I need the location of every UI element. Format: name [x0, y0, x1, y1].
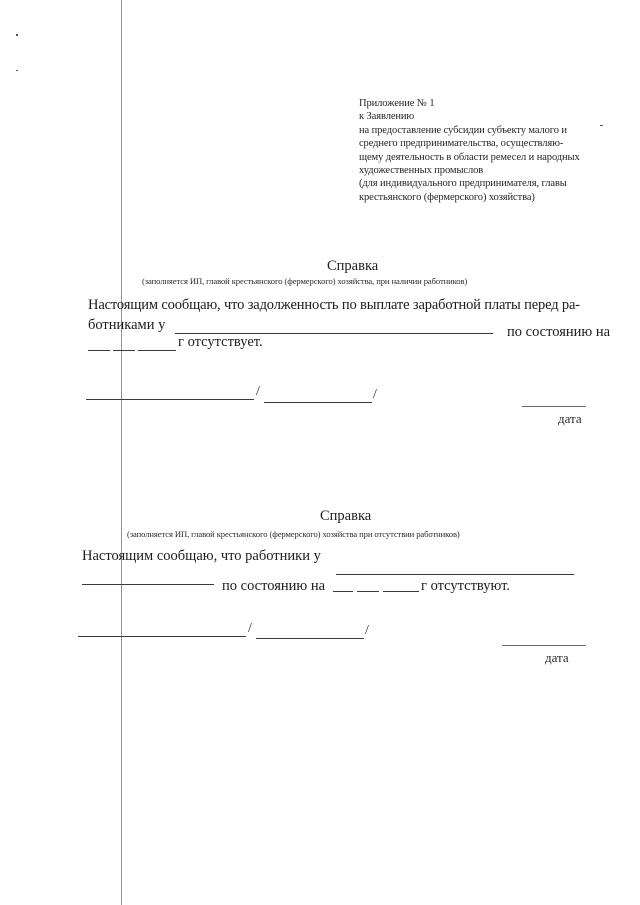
- year-field[interactable]: [138, 350, 176, 351]
- day-field[interactable]: [88, 350, 110, 351]
- separator-slash: /: [373, 387, 377, 402]
- appendix-line: среднего предпринимательства, осуществляю-: [359, 138, 564, 150]
- appendix-line: щему деятельность в области ремесел и народных: [359, 151, 580, 163]
- entrepreneur-name-field[interactable]: [336, 574, 574, 575]
- appendix-line: Приложение № 1: [359, 98, 435, 109]
- signature-field[interactable]: [78, 636, 246, 637]
- month-field[interactable]: [113, 350, 135, 351]
- certificate2-line2-end: г отсутствуют.: [421, 578, 511, 594]
- date-label: дата: [545, 650, 569, 665]
- certificate2-line1-prefix: Настоящим сообщаю, что работники у: [82, 548, 321, 564]
- appendix-line: крестьянского (фермерского) хозяйства): [359, 191, 535, 203]
- separator-slash: /: [248, 621, 252, 636]
- entrepreneur-name-field-continued[interactable]: [82, 584, 214, 585]
- date-label: дата: [558, 411, 582, 426]
- appendix-line: художественных промыслов: [359, 165, 484, 177]
- certificate1-title: Справка: [327, 258, 379, 274]
- certificate1-line2-prefix: ботниками у: [88, 317, 166, 333]
- appendix-line: (для индивидуального предпринимателя, главы: [359, 178, 567, 190]
- signature-field[interactable]: [86, 399, 254, 400]
- date-field[interactable]: [522, 406, 586, 407]
- signature-decoding-field[interactable]: [256, 638, 364, 639]
- day-field[interactable]: [333, 591, 353, 592]
- certificate1-subtitle: (заполняется ИП, главой крестьянского (фермерского) хозяйства, при наличии работников): [142, 276, 468, 286]
- certificate2-line2-middle: по состоянию на: [222, 578, 326, 594]
- date-field[interactable]: [502, 645, 586, 646]
- year-field[interactable]: [383, 591, 419, 592]
- appendix-block: [359, 97, 634, 204]
- month-field[interactable]: [357, 591, 379, 592]
- scan-fold-line: [121, 0, 122, 905]
- signature-decoding-field[interactable]: [264, 402, 372, 403]
- separator-slash: /: [256, 384, 260, 399]
- certificate2-title: Справка: [320, 508, 372, 524]
- certificate1-line1: Настоящим сообщаю, что задолженность по выплате заработной платы перед ра-: [88, 297, 580, 313]
- scan-speck: [16, 34, 18, 36]
- certificate1-line2-suffix: по состоянию на: [507, 324, 611, 340]
- appendix-line: на предоставление субсидии субъекту малого и: [359, 124, 567, 136]
- appendix-line: к Заявлению: [359, 111, 415, 123]
- scan-speck: [16, 70, 18, 71]
- certificate2-subtitle: (заполняется ИП, главой крестьянского (фермерского) хозяйства при отсутствии работников): [127, 529, 460, 539]
- separator-slash: /: [365, 623, 369, 638]
- certificate1-line3-end: г отсутствует.: [178, 334, 263, 350]
